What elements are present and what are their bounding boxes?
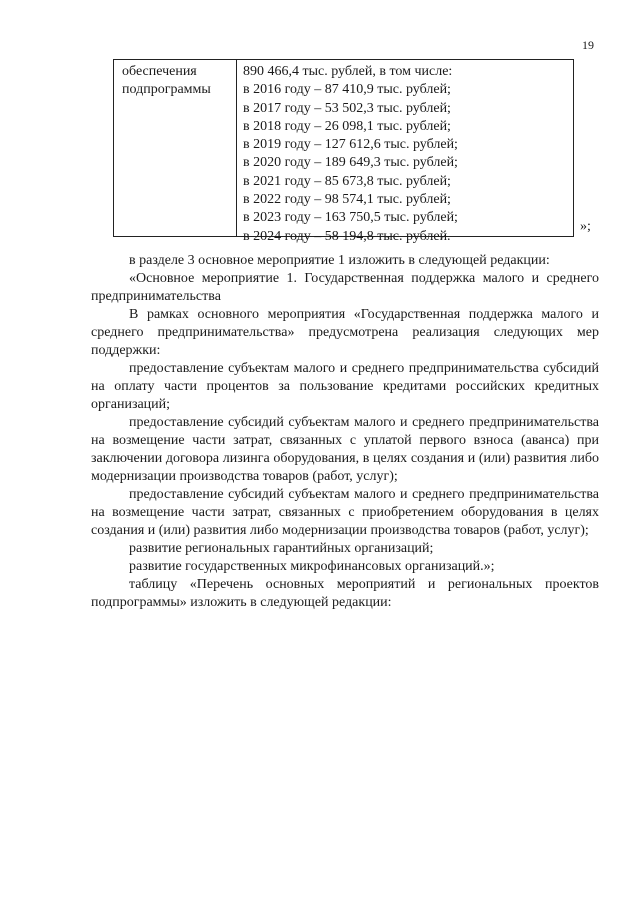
paragraph: предоставление субъектам малого и среднего предпринимательства субсидий на оплату части процентов за пользование кредитами российских кредитных организаций; (91, 361, 599, 412)
funding-table (113, 59, 574, 244)
funding-year-line: в 2023 году – 163 750,5 тыс. рублей; (243, 210, 458, 226)
funding-year-line: в 2020 году – 189 649,3 тыс. рублей; (243, 155, 458, 171)
funding-total-line: 890 466,4 тыс. рублей, в том числе: (243, 64, 453, 79)
funding-year-line: в 2019 году – 127 612,6 тыс. рублей; (243, 137, 458, 153)
funding-year-line: в 2024 году – 58 194,8 тыс. рублей. (243, 228, 451, 244)
table-label-line: обеспечения (122, 64, 197, 79)
table-value-cell (243, 63, 573, 246)
page-number: 19 (582, 38, 594, 52)
table-label-line: подпрограммы (122, 82, 211, 97)
paragraph: предоставление субсидий субъектам малого и среднего предпринимательства на возмещение части затрат, связанных с приобретением оборудования в целях создания и (или) развития либо модернизации производства товаров (работ, услуг); (91, 487, 599, 538)
funding-year-line: в 2017 году – 53 502,3 тыс. рублей; (243, 100, 451, 116)
funding-year-line: в 2018 году – 26 098,1 тыс. рублей; (243, 118, 451, 134)
paragraph: предоставление субсидий субъектам малого и среднего предпринимательства на возмещение части затрат, связанных с уплатой первого взноса (аванса) при заключении договора лизинга оборудования, в целях создания и (или) развития либо модернизации производства товаров (работ, услуг); (91, 415, 599, 484)
paragraph: «Основное мероприятие 1. Государственная поддержка малого и среднего предпринимательства (91, 271, 599, 304)
paragraph: таблицу «Перечень основных мероприятий и региональных проектов подпрограммы» изложить в следующей редакции: (91, 577, 599, 610)
paragraph: развитие государственных микрофинансовых организаций.»; (129, 559, 495, 574)
paragraph: В рамках основного мероприятия «Государственная поддержка малого и среднего предпринимательства» предусмотрена реализация следующих мер поддержки: (91, 307, 599, 358)
paragraph: в разделе 3 основное мероприятие 1 изложить в следующей редакции: (129, 253, 550, 268)
funding-year-line: в 2022 году – 98 574,1 тыс. рублей; (243, 192, 451, 208)
table-column-divider (236, 60, 237, 236)
paragraph: развитие региональных гарантийных организаций; (129, 541, 434, 556)
document-body (91, 252, 599, 612)
table-label-cell (122, 63, 234, 99)
closing-quote-mark: »; (580, 219, 591, 234)
funding-year-line: в 2016 году – 87 410,9 тыс. рублей; (243, 82, 451, 98)
funding-year-line: в 2021 году – 85 673,8 тыс. рублей; (243, 173, 451, 189)
